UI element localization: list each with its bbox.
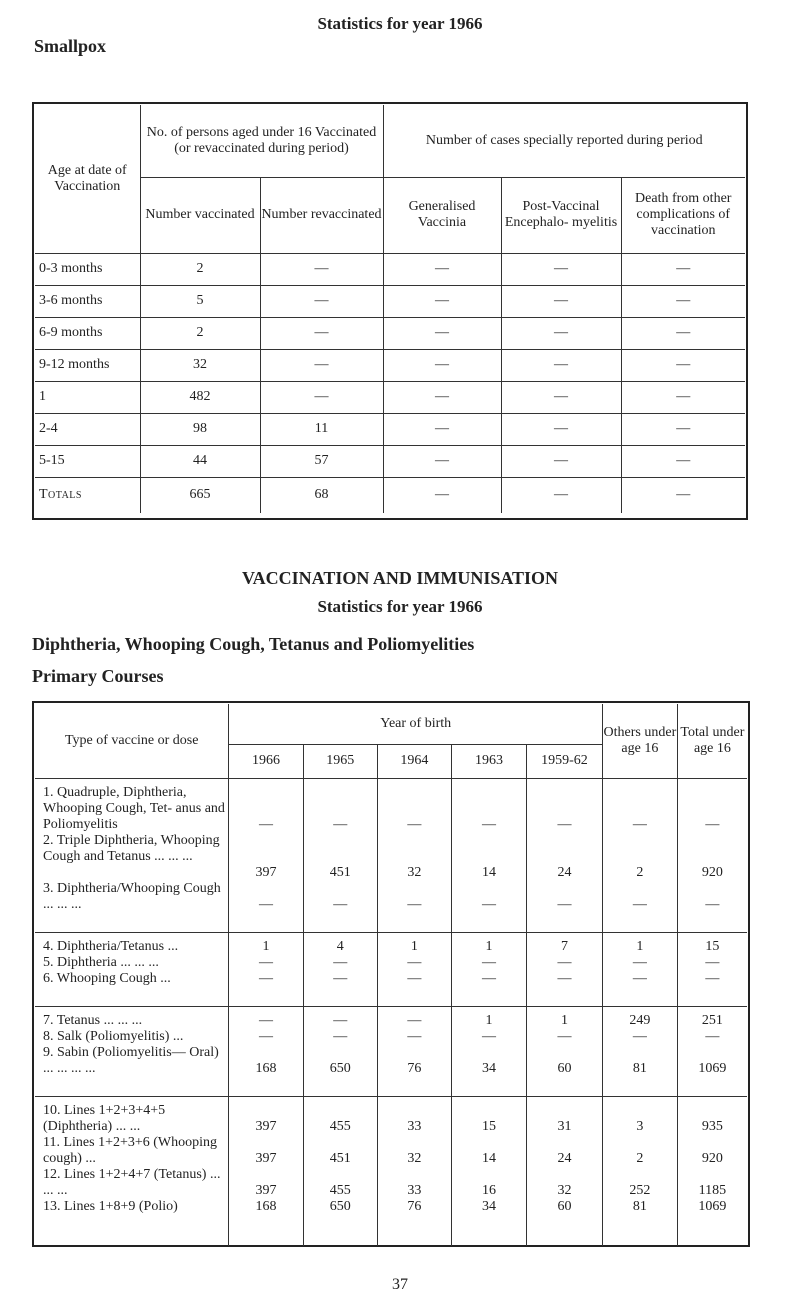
- col-number-vaccinated: Number vaccinated: [140, 177, 260, 253]
- list-item: 10. Lines 1+2+3+4+5 (Diphtheria) ... ...: [43, 1102, 166, 1134]
- list-item: 6. Whooping Cough ...: [43, 970, 171, 986]
- list-item: 9. Sabin (Poliomyelitis— Oral) ... ... ... ...: [43, 1044, 219, 1076]
- immunisation-table: [35, 704, 747, 1246]
- vaccination-subtitle: Statistics for year 1966: [317, 597, 483, 616]
- col-number-revaccinated: Number revaccinated: [260, 177, 383, 253]
- col-post-vaccinal: Post-Vaccinal Encephalo- myelitis: [501, 177, 621, 253]
- table-row: 1 482 — — — —: [35, 381, 745, 413]
- table-row: 3-6 months 5 — — — —: [35, 285, 745, 317]
- list-item: 3. Diphtheria/Whooping Cough ... ... ...: [43, 880, 221, 912]
- table-row: 0-3 months 2 — — — —: [35, 253, 745, 285]
- year-1963: 1963: [451, 744, 526, 778]
- list-item: 5. Diphtheria ... ... ...: [43, 954, 159, 970]
- page-title: Statistics for year 1966: [317, 14, 483, 33]
- primary-courses-heading: Primary Courses: [32, 666, 164, 686]
- list-item: 13. Lines 1+8+9 (Polio): [43, 1198, 178, 1214]
- section-title: Smallpox: [34, 36, 107, 56]
- page-number: 37: [392, 1276, 408, 1293]
- table-row: 9-12 months 32 — — — —: [35, 349, 745, 381]
- block-1: 1. Quadruple, Diphtheria, Whooping Cough, Tet- anus and Poliomyelitis 2. Triple Diphtheria, Whooping Cough and Tetanus ... ... ... 3. Diphtheria/Whooping Cough ... ... ... — 397 — — 451 — — 32 — — 14 — — 24 — — 2 — — 920 —: [35, 778, 747, 932]
- year-1964: 1964: [377, 744, 451, 778]
- year-of-birth-header: Year of birth: [229, 704, 603, 744]
- group1-header: No. of persons aged under 16 Vaccinated (or revaccinated during period): [140, 105, 383, 177]
- list-item: 2. Triple Diphtheria, Whooping Cough and Tetanus ... ... ...: [43, 832, 220, 864]
- col-generalised-vaccinia: Generalised Vaccinia: [383, 177, 501, 253]
- table-row: 5-15 44 57 — — —: [35, 445, 745, 477]
- totals-row: Totals 665 68 — — —: [35, 477, 745, 513]
- smallpox-table: [35, 105, 745, 513]
- list-item: 7. Tetanus ... ... ...: [43, 1012, 143, 1028]
- vaccination-title: VACCINATION AND IMMUNISATION: [241, 568, 559, 588]
- list-item: 12. Lines 1+2+4+7 (Tetanus) ... ... ...: [43, 1166, 221, 1198]
- table-row: 2-4 98 11 — — —: [35, 413, 745, 445]
- list-item: 11. Lines 1+2+3+6 (Whooping cough) ...: [43, 1134, 218, 1166]
- others-header: Others under age 16: [602, 704, 677, 778]
- year-1965: 1965: [303, 744, 377, 778]
- group2-header: Number of cases specially reported during period: [383, 105, 745, 177]
- list-item: 8. Salk (Poliomyelitis) ...: [43, 1028, 184, 1044]
- type-header: Type of vaccine or dose: [35, 704, 229, 778]
- block-3: 7. Tetanus ... ... ... 8. Salk (Poliomyelitis) ... 9. Sabin (Poliomyelitis— Oral) ... ... ... ... — — 168 — — 650 — — 76 1 — 34 1 — 60 249 — 81 251 — 1069: [35, 1006, 747, 1096]
- total-header: Total under age 16: [677, 704, 747, 778]
- year-1966: 1966: [229, 744, 303, 778]
- block-2: 4. Diphtheria/Tetanus ... 5. Diphtheria ... ... ... 6. Whooping Cough ... 1 — — 4 — — 1 — — 1 — — 7 — — 1 — — 15 — —: [35, 932, 747, 1006]
- block-4: 10. Lines 1+2+3+4+5 (Diphtheria) ... ... 11. Lines 1+2+3+6 (Whooping cough) ... 12. Lines 1+2+4+7 (Tetanus) ... ... ... 13. Lines 1+8+9 (Polio) 397 397 397 168 455 451 455 650 33 32 33 76 15 14 16 34 31 24 32 60 3 2 252 81 935 920 1185 1069: [35, 1096, 747, 1246]
- diseases-heading: Diphtheria, Whooping Cough, Tetanus and Poliomyelities: [32, 634, 475, 654]
- table-row: 6-9 months 2 — — — —: [35, 317, 745, 349]
- col-death-other: Death from other complications of vaccination: [621, 177, 745, 253]
- list-item: 1. Quadruple, Diphtheria, Whooping Cough, Tet- anus and Poliomyelitis: [43, 784, 225, 832]
- year-1959-62: 1959-62: [526, 744, 602, 778]
- list-item: 4. Diphtheria/Tetanus ...: [43, 938, 179, 954]
- age-header: Age at date of Vaccination: [35, 105, 140, 253]
